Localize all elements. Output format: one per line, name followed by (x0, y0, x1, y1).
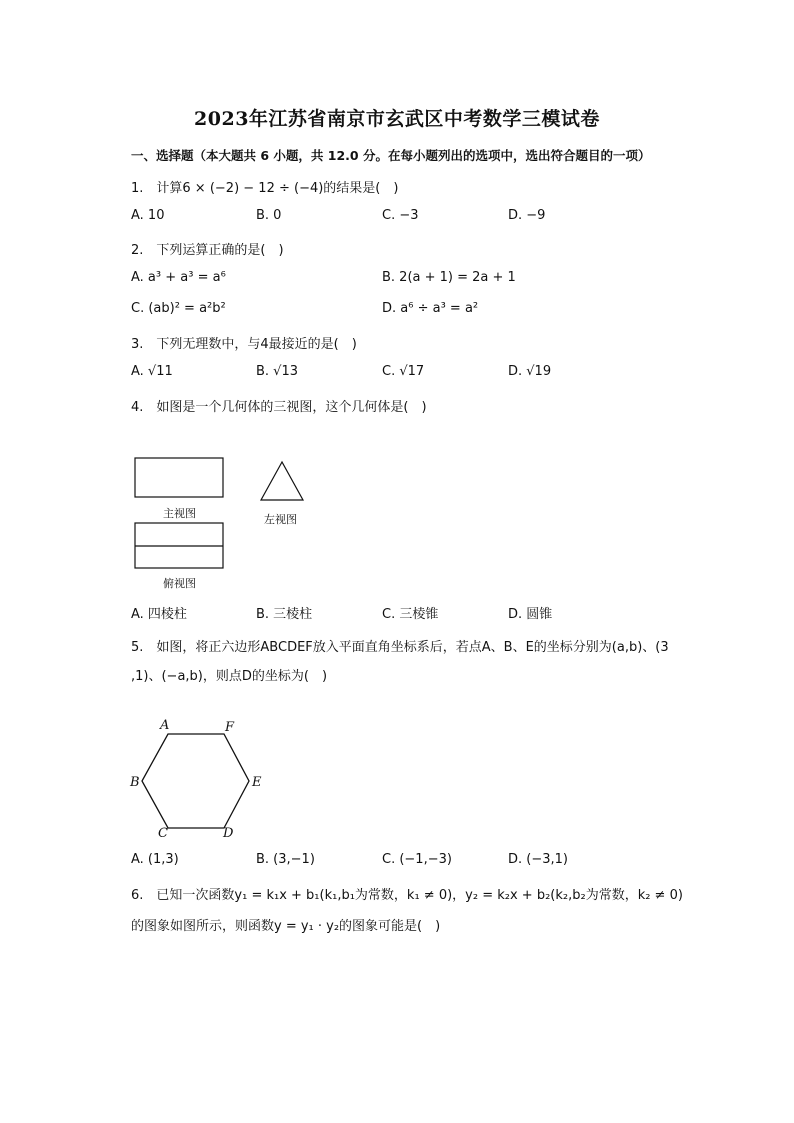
q5-option-c[interactable]: C. (−1,−3) (382, 852, 452, 867)
q2-option-d[interactable]: D. a⁶ ÷ a³ = a² (382, 301, 479, 316)
vertex-label-c: C (158, 826, 168, 841)
q2-option-a[interactable]: A. a³ + a³ = a⁶ (131, 270, 226, 285)
section-heading: 一、选择题（本大题共 6 小题，共 12.0 分。在每小题列出的选项中，选出符合题目的一项） (131, 148, 651, 163)
page-title: 2023年江苏省南京市玄武区中考数学三模试卷 (194, 108, 600, 130)
q1-option-a[interactable]: A. 10 (131, 208, 165, 223)
q5-option-b[interactable]: B. (3,−1) (256, 852, 315, 867)
question-3-stem: 3. 下列无理数中，与4最接近的是( ) (131, 337, 357, 352)
q1-option-d[interactable]: D. −9 (508, 208, 546, 223)
question-2-stem: 2. 下列运算正确的是( ) (131, 243, 284, 258)
question-6-stem-line1: 6. 已知一次函数y₁ = k₁x + b₁(k₁,b₁为常数，k₁ ≠ 0)，y₂ = k₂x + b₂(k₂,b₂为常数，k₂ ≠ 0) (131, 888, 683, 903)
vertex-label-b: B (130, 775, 140, 790)
q4-option-a[interactable]: A. 四棱柱 (131, 607, 187, 622)
q4-option-b[interactable]: B. 三棱柱 (256, 607, 313, 622)
regular-hexagon (142, 734, 249, 828)
side-view-caption: 左视图 (264, 513, 297, 526)
top-view-caption: 俯视图 (163, 577, 196, 590)
question-5-stem-line1: 5. 如图，将正六边形ABCDEF放入平面直角坐标系后，若点A、B、E的坐标分别为(a,b)、(3 (131, 640, 669, 655)
front-view-caption: 主视图 (163, 507, 196, 520)
q5-option-d[interactable]: D. (−3,1) (508, 852, 568, 867)
q5-option-a[interactable]: A. (1,3) (131, 852, 179, 867)
q4-option-d[interactable]: D. 圆锥 (508, 607, 553, 622)
q3-option-c[interactable]: C. √17 (382, 364, 425, 379)
q3-option-a[interactable]: A. √11 (131, 364, 173, 379)
question-1-stem: 1. 计算6 × (−2) − 12 ÷ (−4)的结果是( ) (131, 181, 399, 196)
q3-option-d[interactable]: D. √19 (508, 364, 552, 379)
question-6-stem-line2: 的图象如图所示，则函数y = y₁ · y₂的图象可能是( ) (131, 919, 441, 934)
question-5-stem-line2: ,1)、(−a,b)，则点D的坐标为( ) (131, 669, 328, 684)
q1-option-b[interactable]: B. 0 (256, 208, 282, 223)
vertex-label-a: A (160, 718, 170, 733)
q3-option-b[interactable]: B. √13 (256, 364, 299, 379)
question-4-stem: 4. 如图是一个几何体的三视图，这个几何体是( ) (131, 400, 427, 415)
vertex-label-f: F (225, 720, 235, 735)
q1-option-c[interactable]: C. −3 (382, 208, 419, 223)
q2-option-b[interactable]: B. 2(a + 1) = 2a + 1 (382, 270, 516, 285)
q4-option-c[interactable]: C. 三棱锥 (382, 607, 439, 622)
vertex-label-e: E (252, 775, 262, 790)
vertex-label-d: D (223, 826, 234, 841)
q2-option-c[interactable]: C. (ab)² = a²b² (131, 301, 226, 316)
